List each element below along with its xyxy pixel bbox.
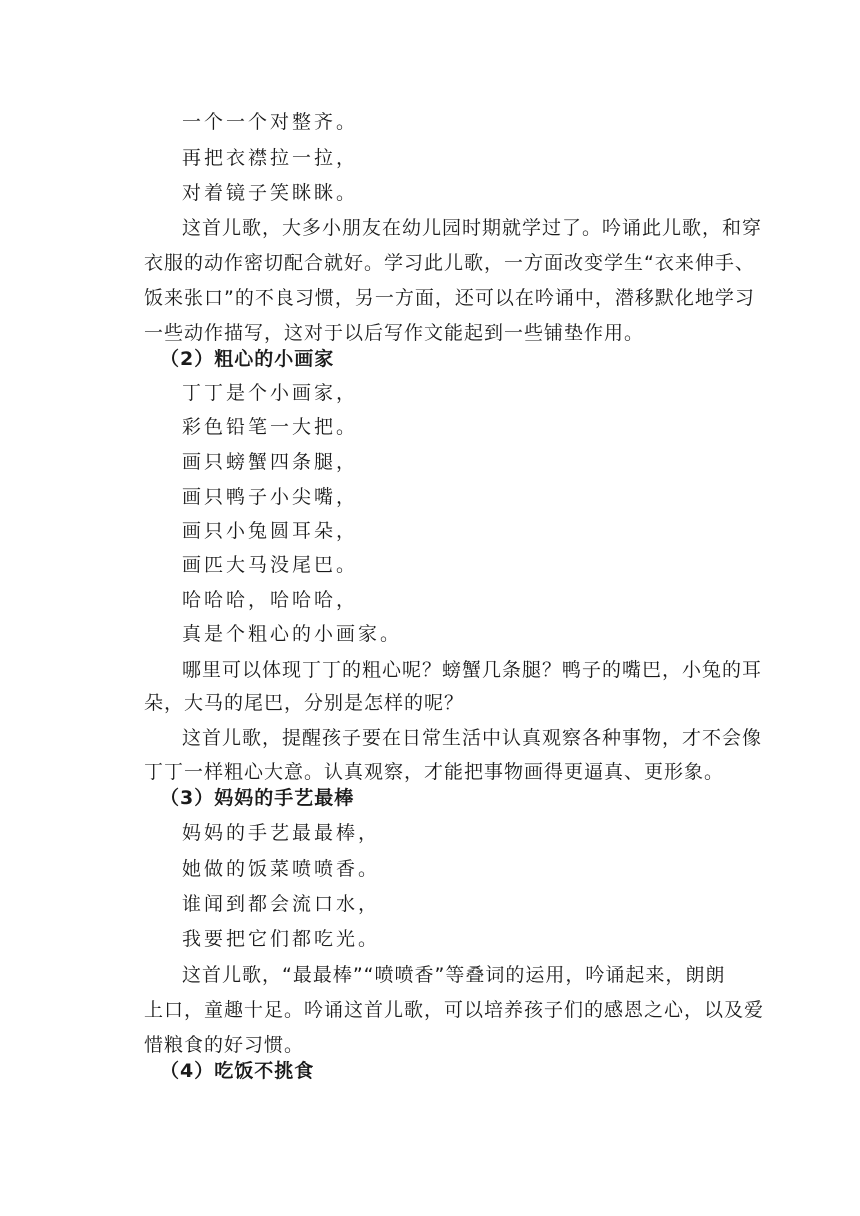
paragraph-line: 饭来张口”的不良习惯，另一方面，还可以在吟诵中，潜移默化地学习 (144, 287, 755, 309)
paragraph-line: 惜粮食的好习惯。 (144, 1034, 305, 1056)
poem-line: 真是个粗心的小画家。 (182, 623, 403, 645)
paragraph-line: 丁丁一样粗心大意。认真观察，才能把事物画得更逼真、更形象。 (144, 761, 725, 783)
section-heading: （3）妈妈的手艺最棒 (160, 787, 355, 809)
poem-line: 丁丁是个小画家， (182, 382, 359, 404)
poem-line: 妈妈的手艺最最棒， (182, 822, 381, 844)
poem-line: 谁闻到都会流口水， (182, 893, 381, 915)
poem-line: 哈哈哈，哈哈哈， (182, 589, 359, 611)
paragraph-line: 哪里可以体现丁丁的粗心呢？螃蟹几条腿？鸭子的嘴巴，小兔的耳 (182, 659, 763, 681)
poem-line: 再把衣襟拉一拉， (182, 147, 359, 169)
poem-line: 彩色铅笔一大把。 (182, 416, 359, 438)
paragraph-line: 这首儿歌，“最最棒”“喷喷香”等叠词的运用，吟诵起来，朗朗 (182, 964, 726, 986)
poem-line: 她做的饭菜喷喷香。 (182, 858, 381, 880)
section-heading: （2）粗心的小画家 (160, 348, 335, 370)
poem-line: 画匹大马没尾巴。 (182, 554, 359, 576)
poem-line: 画只小兔圆耳朵， (182, 520, 359, 542)
poem-line: 对着镜子笑眯眯。 (182, 182, 359, 204)
paragraph-line: 衣服的动作密切配合就好。学习此儿歌，一方面改变学生“衣来伸手、 (144, 252, 755, 274)
paragraph-line: 这首儿歌，大多小朋友在幼儿园时期就学过了。吟诵此儿歌，和穿 (182, 217, 763, 239)
poem-line: 一个一个对整齐。 (182, 111, 359, 133)
paragraph-line: 朵，大马的尾巴，分别是怎样的呢？ (144, 692, 465, 714)
poem-line: 画只鸭子小尖嘴， (182, 486, 359, 508)
paragraph-line: 上口，童趣十足。吟诵这首儿歌，可以培养孩子们的感恩之心，以及爱 (144, 999, 765, 1021)
poem-line: 画只螃蟹四条腿， (182, 451, 359, 473)
paragraph-line: 这首儿歌，提醒孩子要在日常生活中认真观察各种事物，才不会像 (182, 727, 763, 749)
poem-line: 我要把它们都吃光。 (182, 928, 381, 950)
section-heading: （4）吃饭不挑食 (160, 1060, 315, 1082)
paragraph-line: 一些动作描写，这对于以后写作文能起到一些铺垫作用。 (144, 322, 645, 344)
